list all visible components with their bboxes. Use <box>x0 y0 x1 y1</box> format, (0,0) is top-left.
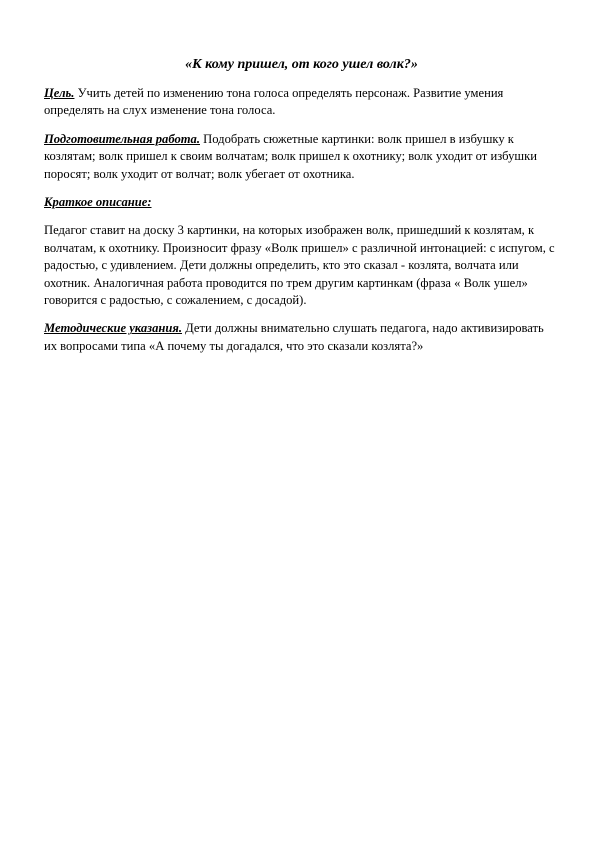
preparation-label: Подготовительная работа. <box>44 131 200 146</box>
goal-text: Учить детей по изменению тона голоса определять персонаж. Развитие умения определять на слух изменение тона голоса. <box>44 86 504 118</box>
methodical-text: Дети должны внимательно слушать педагога, надо активизировать их вопросами типа «А почему ты догадался, что это сказали козлята?» <box>44 321 544 353</box>
document-content <box>44 56 559 366</box>
document-title: «К кому пришел, от кого ушел волк?» <box>185 57 418 72</box>
summary-paragraph <box>44 222 559 309</box>
methodical-label: Методические указания. <box>44 321 183 336</box>
summary-heading-paragraph <box>44 194 559 211</box>
methodical-paragraph <box>44 320 559 355</box>
goal-paragraph <box>44 85 559 120</box>
preparation-text: Подобрать сюжетные картинки: волк пришел в избушку к козлятам; волк пришел к своим волчатам; волк пришел к охотнику; волк уходит от избушки поросят; волк уходит от волчат; волк убегает от охотника. <box>44 131 537 181</box>
summary-label: Краткое описание: <box>44 195 152 210</box>
summary-text: Педагог ставит на доску 3 картинки, на которых изображен волк, пришедший к козлятам, к волчатам, к охотнику. Произносит фразу «Волк пришел» с различной интонацией: с испугом, с радостью, с удивлением. Дети должны определить, кто это сказал - козлята, волчата или охотник. Аналогичная работа проводится по трем другим картинкам (фраза « Волк ушел» говорится с радостью, с сожалением, с досадой). <box>44 223 555 308</box>
preparation-paragraph <box>44 131 559 183</box>
goal-label: Цель. <box>44 86 75 100</box>
